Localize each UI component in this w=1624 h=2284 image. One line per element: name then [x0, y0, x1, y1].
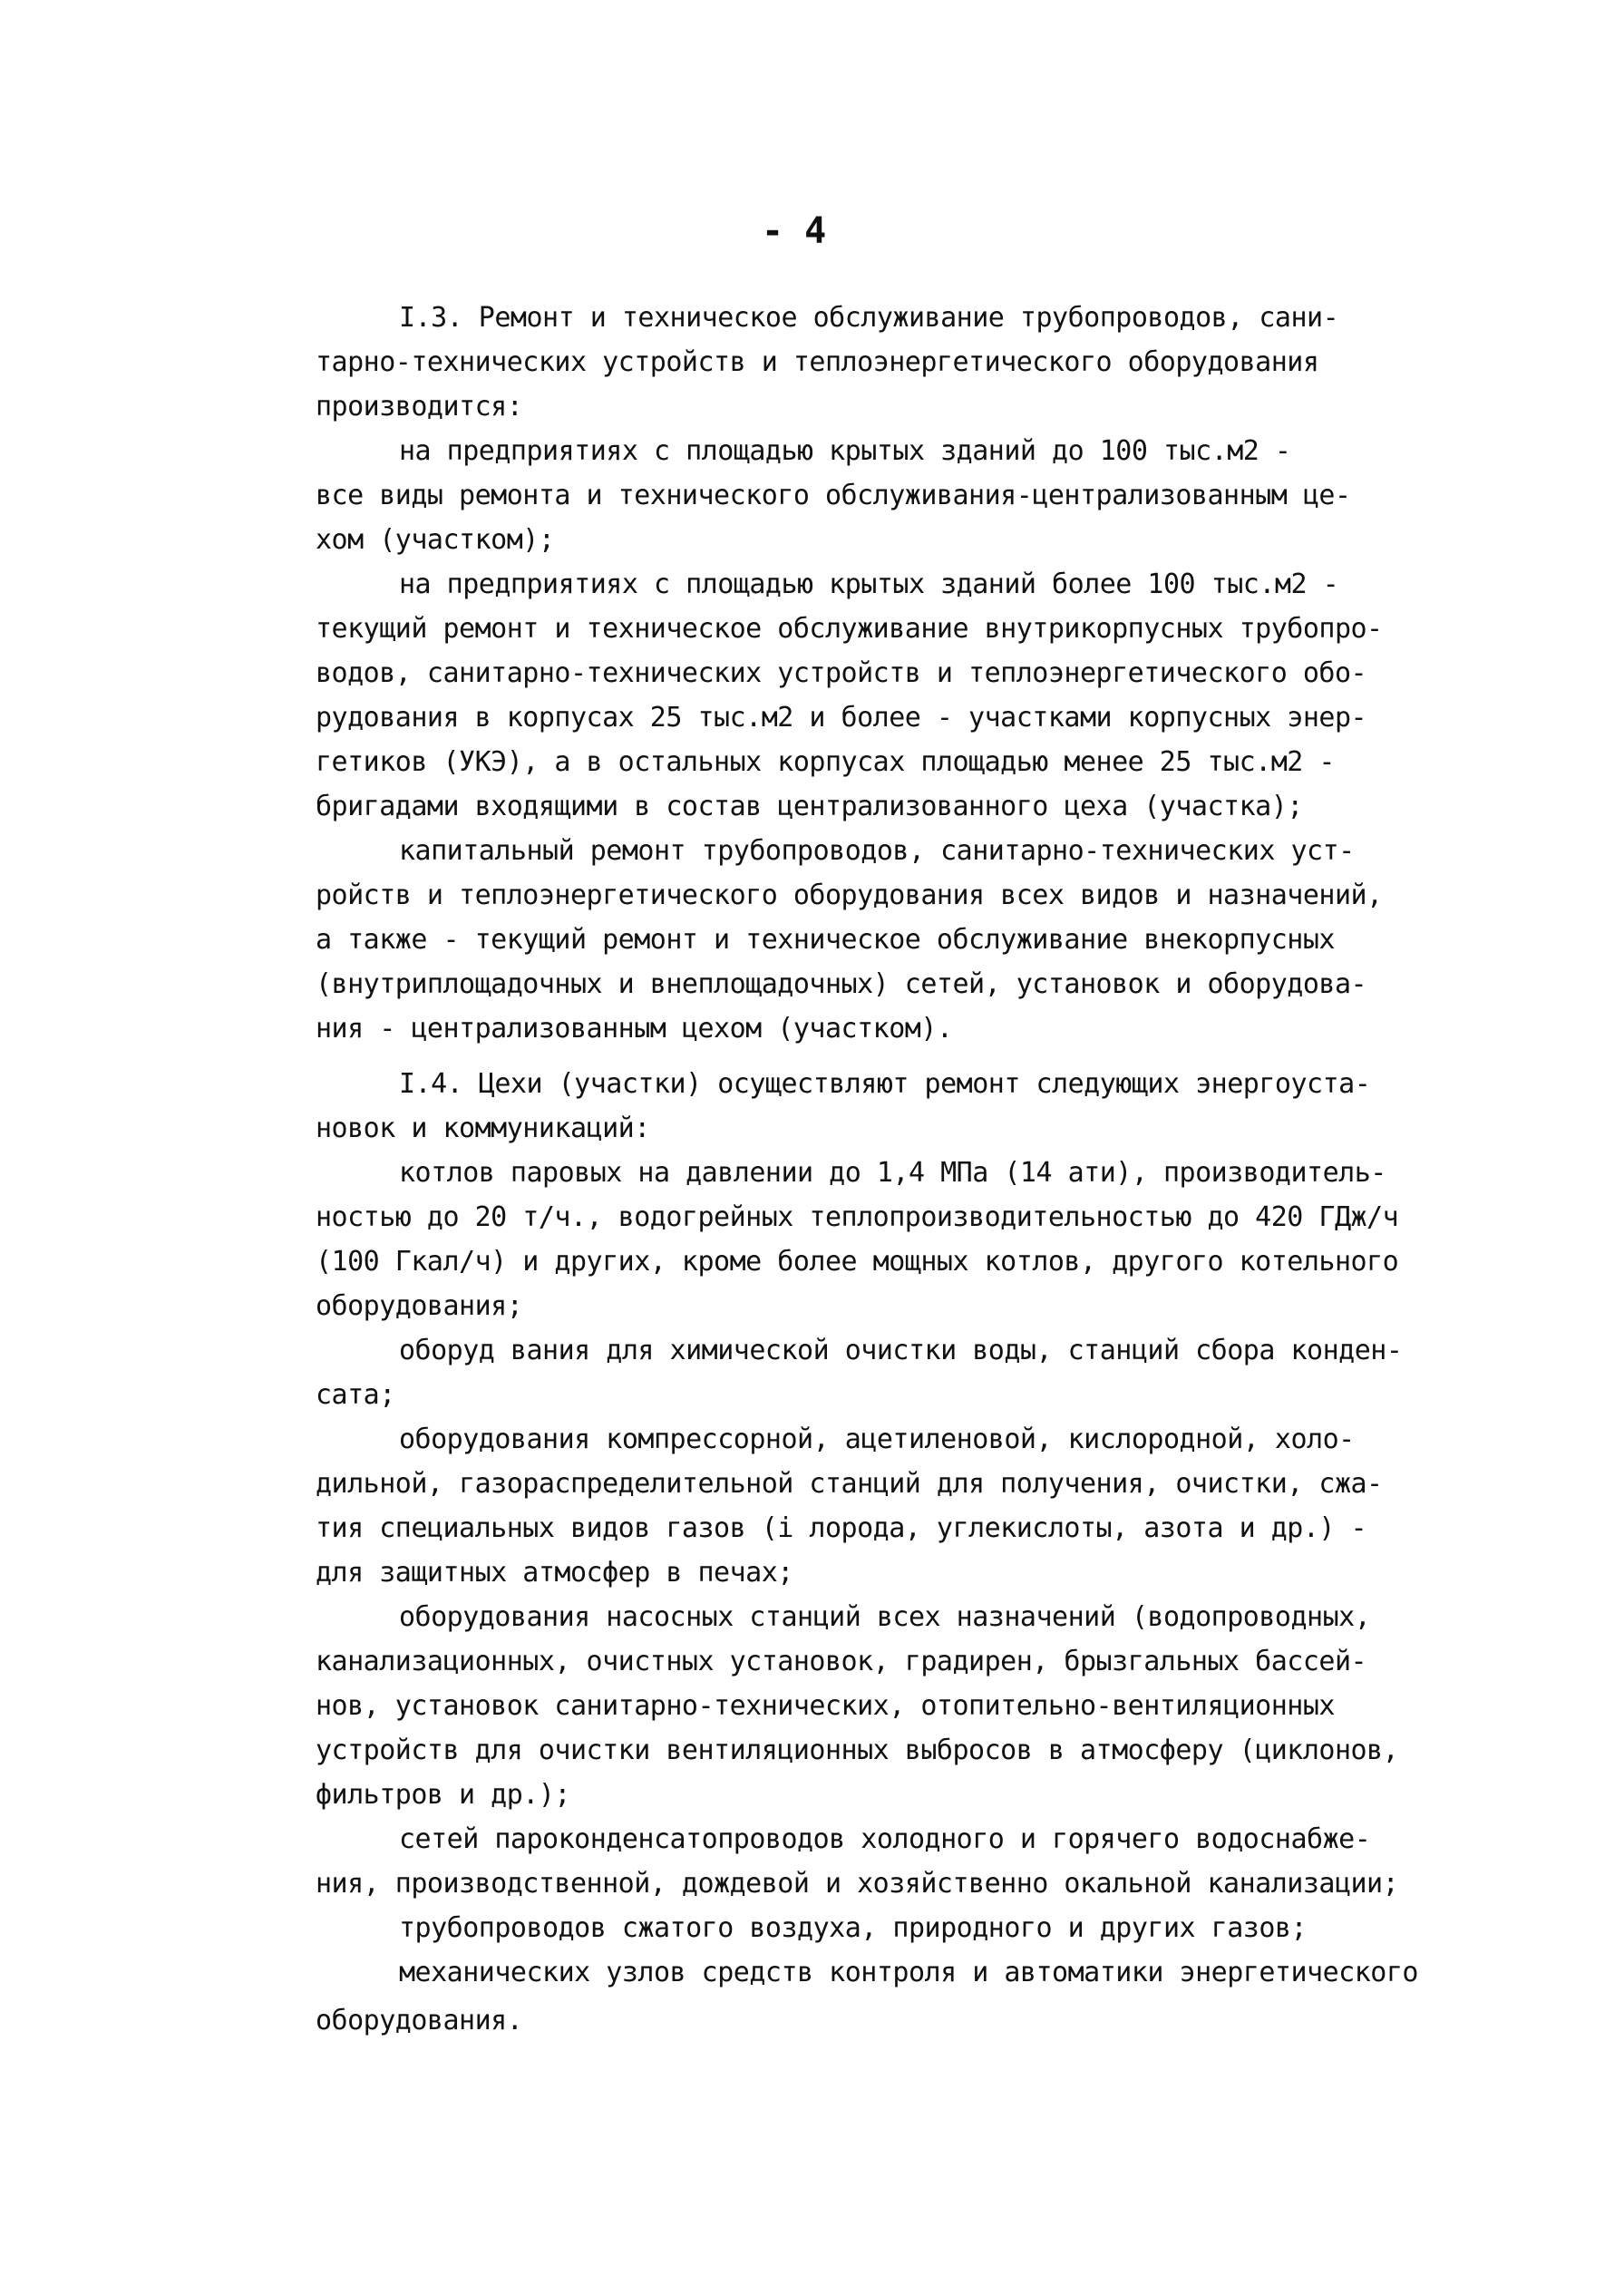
text-line: (100 Гкал/ч) и других, кроме более мощных котлов, другого котельного	[316, 1246, 1399, 1278]
text-line: водов, санитарно-технических устройств и теплоэнергетического обо-	[316, 657, 1367, 689]
text-line: устройств для очистки вентиляционных выбросов в атмосферу (циклонов,	[316, 1735, 1399, 1766]
text-line: трубопроводов сжатого воздуха, природного и других газов;	[399, 1912, 1308, 1944]
text-line: сата;	[316, 1379, 395, 1411]
text-line: оборудования;	[316, 1290, 523, 1322]
text-line: ния - централизованным цехом (участком).	[316, 1013, 953, 1045]
text-line: канализационных, очистных установок, градирен, брызгальных бассей-	[316, 1646, 1367, 1677]
page-number: - 4	[762, 210, 826, 252]
text-line: ностью до 20 т/ч., водогрейных теплопроизводительностью до 420 ГДж/ч	[316, 1201, 1399, 1233]
text-line: котлов паровых на давлении до 1,4 МПа (14 ати), производитель-	[399, 1157, 1386, 1189]
text-line: гетиков (УКЭ), а в остальных корпусах площадью менее 25 тыс.м2 -	[316, 746, 1335, 778]
text-line: I.3. Ремонт и техническое обслуживание трубопроводов, сани-	[399, 302, 1339, 334]
text-line: хом (участком);	[316, 524, 555, 556]
text-line: на предприятиях с площадью крытых зданий до 100 тыс.м2 -	[399, 435, 1291, 467]
text-line: для защитных атмосфер в печах;	[316, 1557, 793, 1589]
text-line: текущий ремонт и техническое обслуживание внутрикорпусных трубопро-	[316, 613, 1383, 645]
text-line: фильтров и др.);	[316, 1779, 570, 1811]
text-line: тарно-технических устройств и теплоэнергетического оборудования	[316, 346, 1319, 378]
text-line: I.4. Цехи (участки) осуществляют ремонт следующих энергоуста-	[399, 1068, 1371, 1100]
text-line: рудования в корпусах 25 тыс.м2 и более - участками корпусных энер-	[316, 702, 1367, 734]
text-line: оборудования.	[316, 2005, 523, 2036]
text-line: оборуд вания для химической очистки воды, станций сбора конден-	[399, 1335, 1403, 1366]
text-line: тия специальных видов газов (і лорода, углекислоты, азота и др.) -	[316, 1512, 1367, 1544]
text-line: ния, производственной, дождевой и хозяйственно окальной канализации;	[316, 1868, 1399, 1900]
text-line: бригадами входящими в состав централизованного цеха (участка);	[316, 791, 1303, 822]
text-line: нов, установок санитарно-технических, отопительно-вентиляционных	[316, 1690, 1335, 1722]
text-line: (внутриплощадочных и внеплощадочных) сетей, установок и оборудова-	[316, 968, 1367, 1000]
text-line: на предприятиях с площадью крытых зданий более 100 тыс.м2 -	[399, 569, 1339, 600]
text-line: производится:	[316, 391, 523, 423]
text-line: все виды ремонта и технического обслуживания-централизованным це-	[316, 480, 1351, 511]
text-line: оборудования компрессорной, ацетиленовой, кислородной, холо-	[399, 1424, 1355, 1455]
text-line: механических узлов средств контроля и автоматики энергетического	[399, 1957, 1418, 1988]
text-line: сетей пароконденсатопроводов холодного и горячего водоснабже-	[399, 1823, 1371, 1855]
text-line: ройств и теплоэнергетического оборудования всех видов и назначений,	[316, 880, 1383, 911]
text-line: оборудования насосных станций всех назначений (водопроводных,	[399, 1601, 1371, 1633]
text-line: а также - текущий ремонт и техническое обслуживание внекорпусных	[316, 924, 1335, 956]
text-line: новок и коммуникаций:	[316, 1113, 650, 1144]
text-line: капитальный ремонт трубопроводов, санитарно-технических уст-	[399, 835, 1355, 867]
text-line: дильной, газораспределительной станций для получения, очистки, сжа-	[316, 1468, 1383, 1500]
